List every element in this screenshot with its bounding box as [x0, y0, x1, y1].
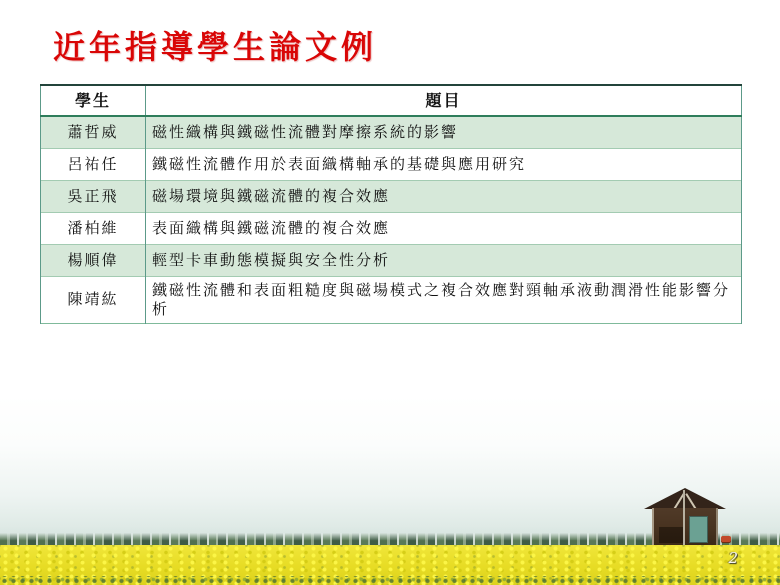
hut-walls: [652, 508, 718, 545]
thesis-topic: 磁場環境與鐵磁流體的複合效應: [146, 180, 742, 212]
hut-roof: [644, 488, 726, 509]
hut-door: [689, 516, 708, 543]
table-row: [41, 116, 742, 148]
table-row: [41, 212, 742, 244]
table-row: [41, 148, 742, 180]
column-header-student: 學生: [41, 85, 146, 116]
grass-stems: [0, 576, 780, 585]
tractor: [721, 536, 731, 542]
table-row: [41, 244, 742, 276]
thesis-topic: 鐵磁性流體作用於表面織構軸承的基礎與應用研究: [146, 148, 742, 180]
student-name: 吳正飛: [41, 180, 146, 212]
column-header-topic: 題目: [146, 85, 742, 116]
table-row: [41, 276, 742, 323]
hut-shadow: [659, 527, 685, 543]
thesis-topic: 表面織構與鐵磁流體的複合效應: [146, 212, 742, 244]
hut-pole: [683, 490, 685, 545]
page-number: 2: [728, 549, 738, 567]
table-header-row: [41, 85, 742, 116]
thesis-topic: 輕型卡車動態模擬與安全性分析: [146, 244, 742, 276]
student-name: 楊順偉: [41, 244, 146, 276]
wooden-hut: [645, 488, 725, 545]
rapeseed-field: [0, 545, 780, 585]
student-name: 潘柏維: [41, 212, 146, 244]
flower-field-photo: [0, 395, 780, 585]
student-name: 蕭哲威: [41, 116, 146, 148]
student-name: 陳靖紘: [41, 276, 146, 323]
table-row: [41, 180, 742, 212]
thesis-topic: 鐵磁性流體和表面粗糙度與磁場模式之複合效應對頸軸承液動潤滑性能影響分析: [146, 276, 742, 323]
thesis-topic: 磁性織構與鐵磁性流體對摩擦系統的影響: [146, 116, 742, 148]
thesis-table: [40, 84, 742, 324]
page-title: 近年指導學生論文例: [53, 28, 378, 66]
student-name: 呂祐任: [41, 148, 146, 180]
